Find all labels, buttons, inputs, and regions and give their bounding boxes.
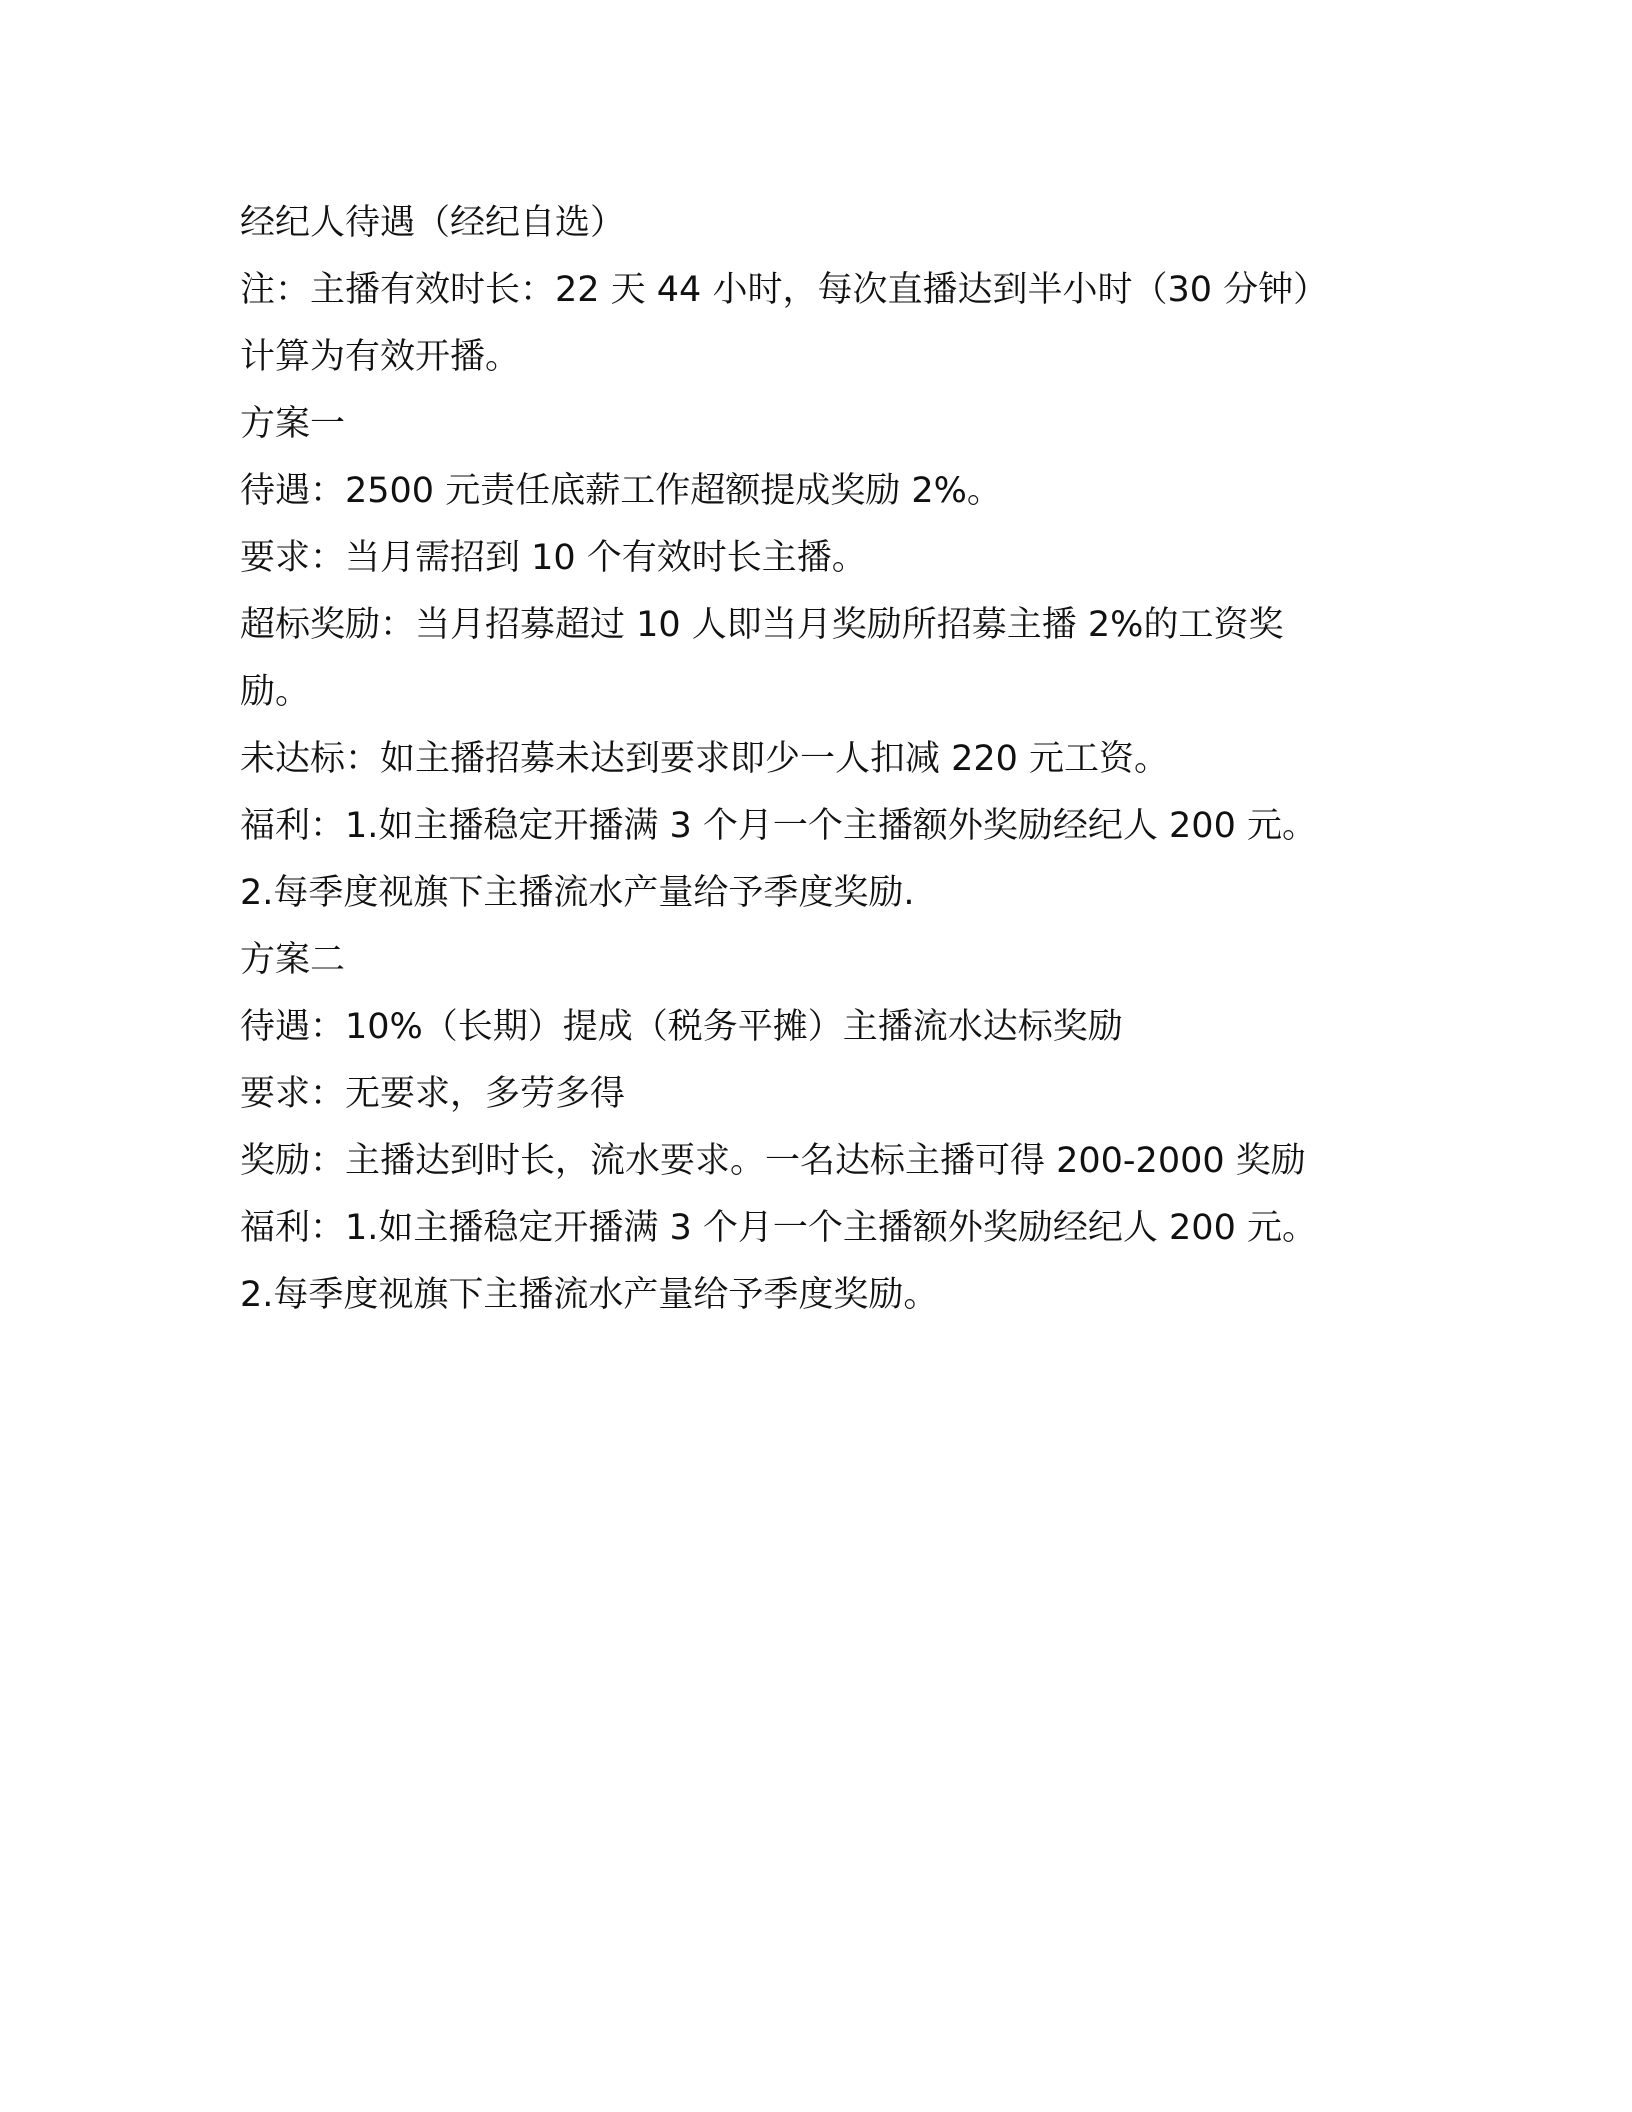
document-title: 经纪人待遇（经纪自选） xyxy=(240,203,626,243)
plan-one-requirement: 要求：当月需招到 10 个有效时长主播。 xyxy=(240,538,867,578)
note-line-continued: 计算为有效开播。 xyxy=(240,337,521,377)
plan-one-heading: 方案一 xyxy=(240,404,346,444)
plan-one-benefit-1: 福利：1.如主播稳定开播满 3 个月一个主播额外奖励经纪人 200 元。 xyxy=(240,806,1317,846)
plan-two-benefit-1: 福利：1.如主播稳定开播满 3 个月一个主播额外奖励经纪人 200 元。 xyxy=(240,1208,1317,1248)
document-body xyxy=(240,190,1360,1329)
plan-two-treatment: 待遇：10%（长期）提成（税务平摊）主播流水达标奖励 xyxy=(240,1007,1123,1047)
plan-two-heading: 方案二 xyxy=(240,940,346,980)
plan-one-bonus-continued: 励。 xyxy=(240,672,311,712)
note-line: 注：主播有效时长：22 天 44 小时，每次直播达到半小时（30 分钟） xyxy=(240,270,1329,310)
plan-one-benefit-2: 2.每季度视旗下主播流水产量给予季度奖励. xyxy=(240,873,915,913)
plan-two-benefit-2: 2.每季度视旗下主播流水产量给予季度奖励。 xyxy=(240,1275,939,1315)
plan-one-bonus: 超标奖励：当月招募超过 10 人即当月奖励所招募主播 2%的工资奖 xyxy=(240,605,1284,645)
plan-two-requirement: 要求：无要求，多劳多得 xyxy=(240,1074,626,1114)
plan-two-reward: 奖励：主播达到时长，流水要求。一名达标主播可得 200-2000 奖励 xyxy=(240,1141,1306,1181)
plan-one-penalty: 未达标：如主播招募未达到要求即少一人扣减 220 元工资。 xyxy=(240,739,1170,779)
plan-one-treatment: 待遇：2500 元责任底薪工作超额提成奖励 2%。 xyxy=(240,471,1002,511)
